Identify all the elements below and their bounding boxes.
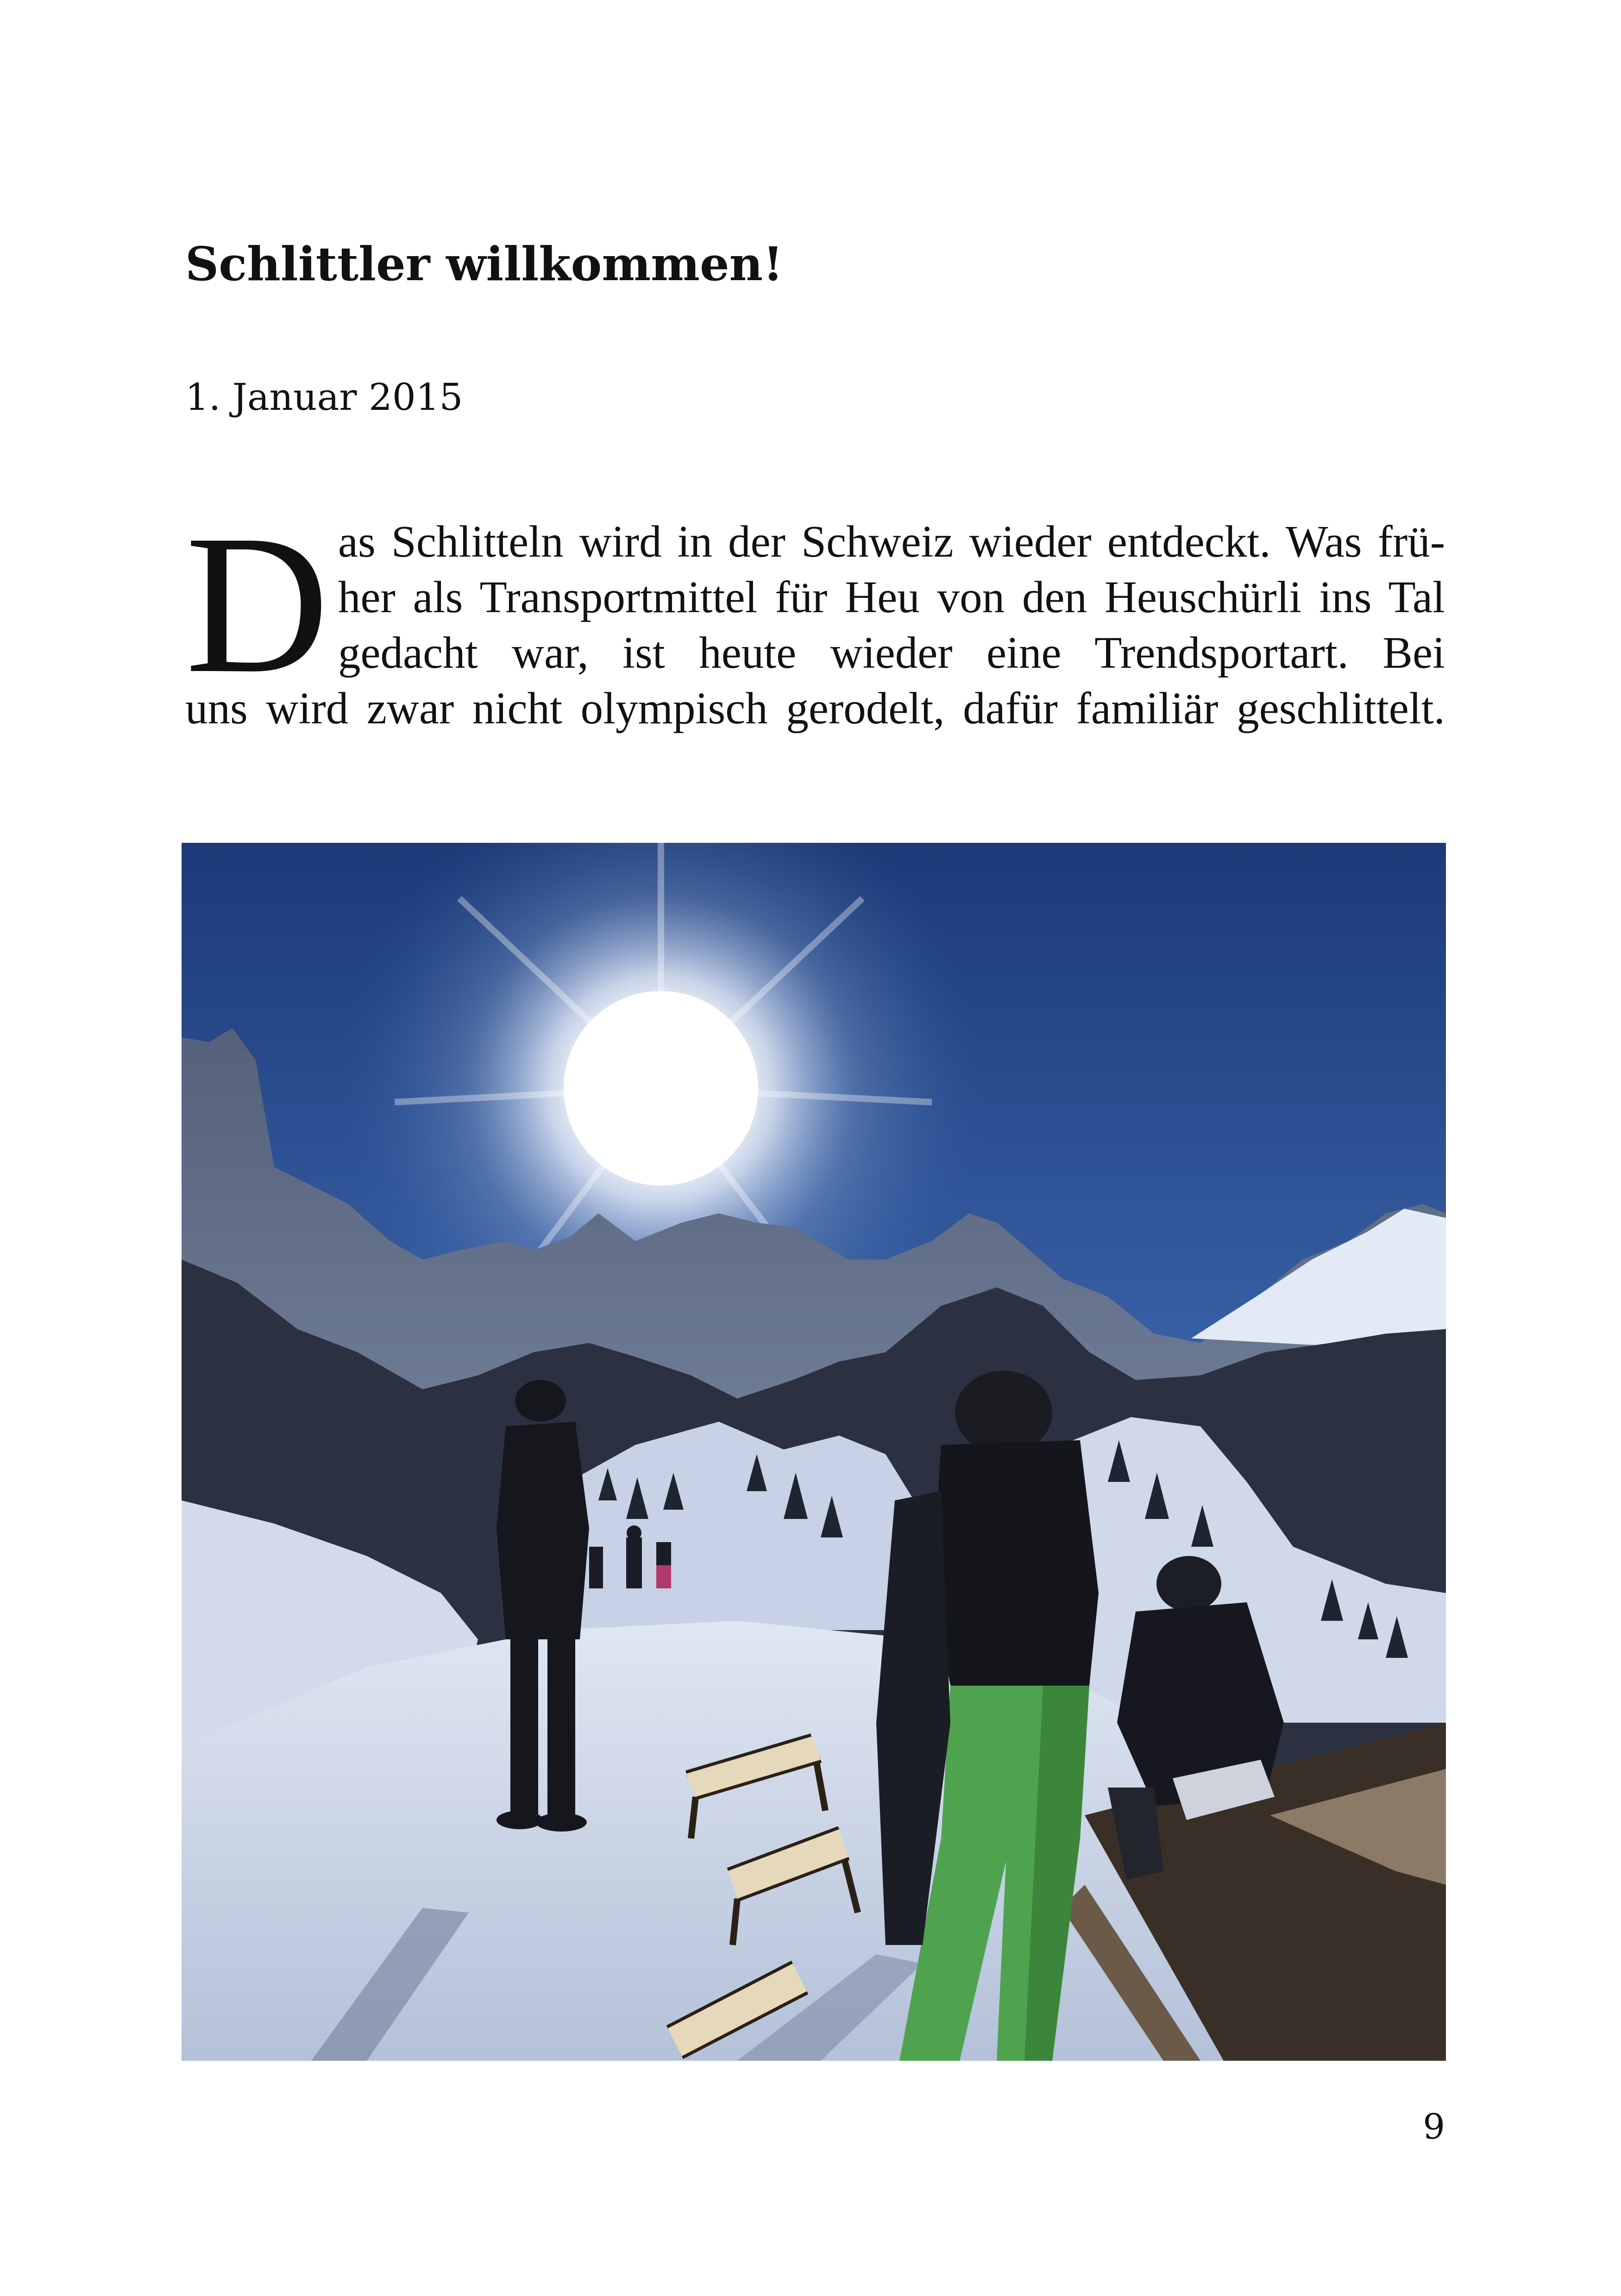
article-date: 1. Januar 2015 bbox=[185, 376, 463, 419]
winter-sledging-photo bbox=[182, 843, 1446, 2061]
paragraph-line: her als Transportmittel für Heu von den Heuschürli ins Tal bbox=[338, 572, 1445, 622]
paragraph-line: as Schlitteln wird in der Schweiz wieder entdeckt. Was frü- bbox=[338, 517, 1445, 566]
drop-cap: D bbox=[185, 494, 329, 715]
paragraph-line: gedacht war, ist heute wieder eine Trendsportart. Bei bbox=[338, 628, 1445, 678]
paragraph-line: uns wird zwar nicht olympisch gerodelt, dafür familiär geschlittelt. bbox=[185, 684, 1445, 733]
page-title: Schlittler willkommen! bbox=[185, 237, 784, 291]
page-number: 9 bbox=[1423, 2106, 1445, 2147]
article-intro-paragraph bbox=[185, 494, 1445, 755]
